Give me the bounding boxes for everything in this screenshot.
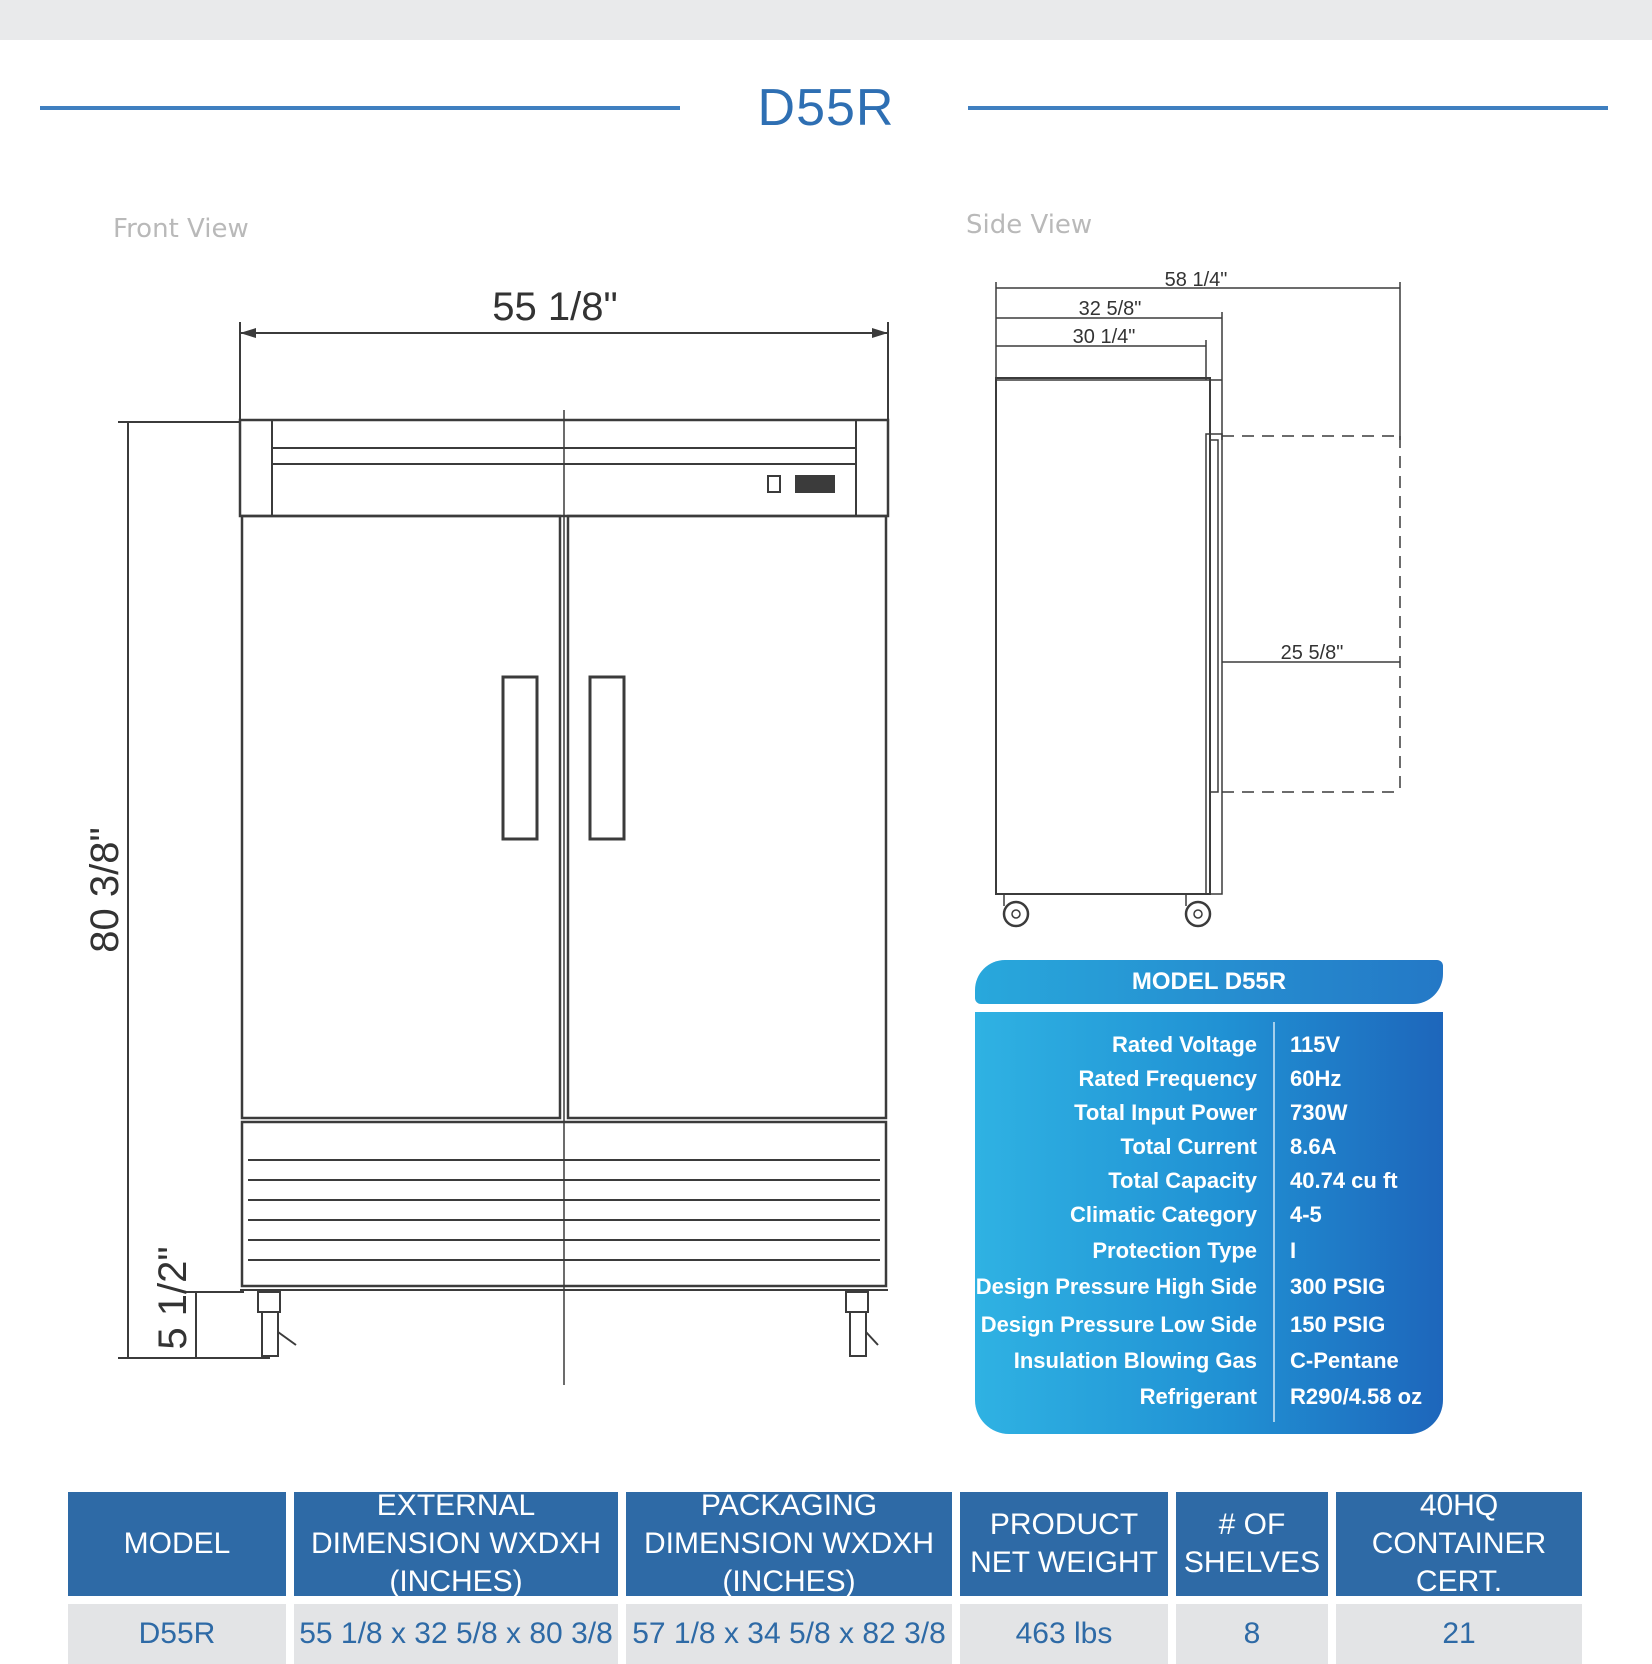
page-title: D55R xyxy=(757,79,895,137)
table-header-external-dimension: EXTERNAL DIMENSION WXDXH (INCHES) xyxy=(294,1492,618,1596)
spec-value: 150 PSIG xyxy=(1290,1312,1386,1337)
depth-with-door-label: 32 5/8" xyxy=(1078,298,1142,320)
table-cell-model: D55R xyxy=(68,1604,286,1664)
side-door-handle xyxy=(1210,440,1218,792)
spec-value: 40.74 cu ft xyxy=(1290,1168,1398,1193)
spec-panel-body xyxy=(975,1012,1443,1434)
spec-label: Insulation Blowing Gas xyxy=(1013,1348,1257,1373)
leg-dimension-label: 5 1/2" xyxy=(151,1246,195,1350)
side-door-edge xyxy=(1206,434,1222,894)
side-caster-right xyxy=(1186,894,1210,926)
spec-row xyxy=(975,1238,1443,1272)
table-cell-external-dimension: 55 1/8 x 32 5/8 x 80 3/8 xyxy=(294,1604,618,1664)
width-dimension-label: 55 1/8" xyxy=(492,285,618,329)
spec-label: Total Input Power xyxy=(1074,1100,1257,1125)
spec-label: Rated Frequency xyxy=(1078,1066,1257,1091)
spec-row xyxy=(975,1202,1443,1236)
body-depth-label: 30 1/4" xyxy=(1072,326,1136,348)
spec-value: 60Hz xyxy=(1290,1066,1342,1091)
spec-value: 4-5 xyxy=(1290,1202,1322,1227)
front-caster-right xyxy=(846,1292,878,1356)
spec-panel-title: MODEL D55R xyxy=(975,960,1443,1004)
table-header-packaging-dimension: PACKAGING DIMENSION WXDXH (INCHES) xyxy=(626,1492,952,1596)
spec-row xyxy=(975,1274,1443,1308)
table-cell-shelves: 8 xyxy=(1176,1604,1328,1664)
spec-value: I xyxy=(1290,1238,1297,1263)
spec-row xyxy=(975,1312,1443,1346)
table-header-shelves: # OF SHELVES xyxy=(1176,1492,1328,1596)
spec-label: Protection Type xyxy=(1092,1238,1257,1263)
table-header-container-cert: 40HQ CONTAINER CERT. xyxy=(1336,1492,1582,1596)
table-cell-net-weight: 463 lbs xyxy=(960,1604,1168,1664)
spec-value: 115V xyxy=(1290,1032,1341,1057)
spec-label: Climatic Category xyxy=(1069,1202,1257,1227)
spec-value: 8.6A xyxy=(1290,1134,1337,1159)
side-caster-left xyxy=(1004,894,1028,926)
cabinet-body xyxy=(996,378,1210,894)
spec-value: R290/4.58 oz xyxy=(1290,1384,1423,1409)
spec-row xyxy=(975,1384,1443,1418)
spec-panel xyxy=(975,960,1443,1434)
spec-row xyxy=(975,1032,1443,1066)
spec-label: Total Current xyxy=(1120,1134,1257,1159)
spec-row xyxy=(975,1100,1443,1134)
table-header-model: MODEL xyxy=(68,1492,286,1596)
spec-value: 730W xyxy=(1290,1100,1348,1125)
side-view-label: Side View xyxy=(966,210,1093,240)
spec-value: C-Pentane xyxy=(1290,1348,1399,1373)
height-dimension-label: 80 3/8" xyxy=(83,827,127,953)
front-caster-left xyxy=(258,1292,296,1356)
front-view-label: Front View xyxy=(113,214,249,244)
spec-row xyxy=(975,1168,1443,1202)
spec-label: Total Capacity xyxy=(1108,1168,1257,1193)
table-cell-container-cert: 21 xyxy=(1336,1604,1582,1664)
spec-row xyxy=(975,1134,1443,1168)
spec-row xyxy=(975,1348,1443,1382)
spec-label: Design Pressure Low Side xyxy=(980,1312,1257,1337)
spec-label: Rated Voltage xyxy=(1111,1032,1257,1057)
spec-row xyxy=(975,1066,1443,1100)
spec-value: 300 PSIG xyxy=(1290,1274,1386,1299)
door-swing-label: 25 5/8" xyxy=(1280,642,1344,664)
total-depth-label: 58 1/4" xyxy=(1164,269,1228,291)
dimensions-table xyxy=(68,1489,1582,1657)
table-header-net-weight: PRODUCT NET WEIGHT xyxy=(960,1492,1168,1596)
spec-label: Refrigerant xyxy=(1139,1384,1257,1409)
spec-label: Design Pressure High Side xyxy=(975,1274,1257,1299)
table-cell-packaging-dimension: 57 1/8 x 34 5/8 x 82 3/8 xyxy=(626,1604,952,1664)
